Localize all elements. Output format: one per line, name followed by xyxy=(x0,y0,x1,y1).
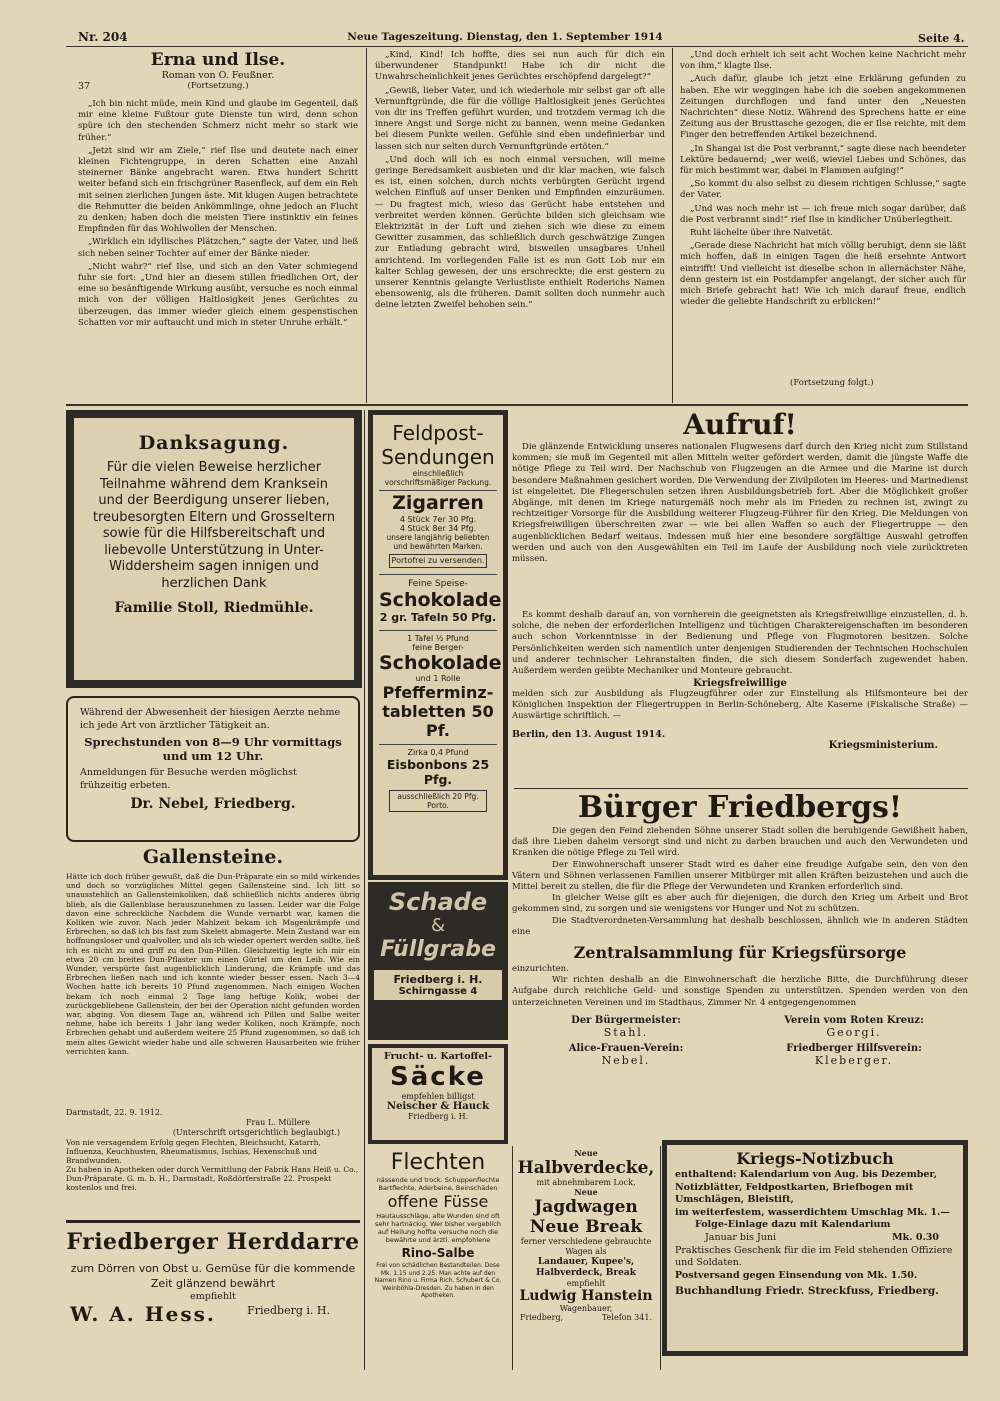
serial-paragraph: „Und doch will ich es noch einmal versuchen, will meine geringe Beredsamkeit ausbieten und dir klar machen, wie falsch es ist, einen solchen, durch nichts verbürgten Gerücht irgend welchen Einfluß auf unser Denken und Empfinden einzuräumen. — Du fragtest mich, wieso das Gerücht habe entstehen und verbreitet werden können. Gerüchte bilden sich gleichsam wie Elektrizität in der Luft und ziehen sich wie diese zu einem Gewitter zusammen, das schließlich durch geschwätzige Zungen zur Entladung gebracht wird, bisweilen unsagbares Unheil anrichtend. Im vorliegenden Falle ist es nun Gott Lob nur ein kalter Schlag gewesen, der uns erschreckte; die erst gestern zu unserer Kenntnis gelangte Verlustliste enthielt Roderichs Namen ebensowenig, als die früheren. Damit sollten doch nunmehr auch deine letzten Zweifel behoben sein.“ xyxy=(375,154,665,311)
feldpost-cigar-note: unsere langjährig beliebten und bewährten Marken. xyxy=(386,533,490,551)
gallensteine-body: Hätte ich doch früher gewußt, daß die Dun-Präparate ein so mild wirkendes und doch so vorzügliches Mittel gegen Gallensteine sind. Ich litt so unausstehlich an Gallensteinkoliken, daß schließlich nichts anderes übrig blieb, als die Gallenblase herauszunehmen zu lassen. Leider war die Folge davon eine schreckliche Nachdem die Wunde vernarbt war, kamen die Koliken wie zuvor. Nach jeder Mahlzeit bekam ich Magenkrämpfe und Erbrechen, so daß ich bis fast zum Skelett abmagerte. Mein Zustand war ein hoffnungsloser und qualvoller, und als ich wieder operiert werden sollte, ließ ich es nicht zu und griff zu den Dun-Pillen. Gleichzeitig legte ich mir ein etwa 20 cm breites Dun-Pflaster um einen Gürtel um den Leib. Wie ein Wunder, verspürte fast augenblicklich Linderung, die Krämpfe und das Erbrechen ließen nach und ich konnte wieder besser essen. Nach 3—4 Wochen hatte ich bereits 10 Pfund zugenommen. Nach einigen Wochen bekam ich noch einmal 2 Tage lang heftige Kolik, wobei der zurückgebliebene Gallenstein, der bei der Operation nicht gefunden worden war, abging. Von diesem Tage an, während ich Pillen und Salbe weiter nehme, habe ich bereits 1 Jahr lang weder Koliken, noch Krämpfe, noch Erbrechen gehabt und außerdem weitere 25 Pfund zugenommen, so daß ich mein altes Gewicht wieder habe und alle schweren Hausarbeiten wie früher verrichten kann. xyxy=(66,872,360,1056)
flechten-title: Flechten xyxy=(390,1150,486,1175)
halbverdecke-jagd: Jagdwagen xyxy=(534,1197,638,1217)
saecke-top: Frucht- u. Kartoffel- xyxy=(384,1051,492,1062)
schade-name-2: Füllgrabe xyxy=(380,937,496,962)
feldpost-choc-2: Schokolade xyxy=(379,652,502,674)
schade-ad xyxy=(368,882,508,1040)
serial-number: 37 xyxy=(78,81,91,92)
halbverdecke-name: Ludwig Hanstein xyxy=(519,1288,653,1304)
feldpost-cigar-1: 4 Stück 7er 30 Pfg. xyxy=(399,515,477,524)
halbverdecke-break: Neue Break xyxy=(529,1217,643,1237)
serial-paragraph: „So kommt du also selbst zu diesem richtigen Schlusse,“ sagte der Vater. xyxy=(680,179,966,201)
notizbuch-jan: Januar bis Juni xyxy=(705,1231,777,1243)
buerger-sig1-role: Der Bürgermeister: xyxy=(571,1014,681,1026)
rebel-ad xyxy=(66,696,360,842)
section-rule xyxy=(514,788,968,789)
gallensteine-extra: Von nie versagendem Erfolg gegen Flechten, Bleichsucht, Katarrh, Influenza, Keuchhusten, Rheumatismus, Ischias, Hexenschuß und Brandwunden. xyxy=(66,1138,321,1165)
feldpost-porto: Portofrei zu versenden. xyxy=(389,554,487,568)
feldpost-pepper-2: tabletten 50 Pf. xyxy=(382,702,494,740)
serial-to-be-continued: (Fortsetzung folgt.) xyxy=(790,378,874,388)
danksagung-signature: Familie Stoll, Riedmühle. xyxy=(114,600,314,616)
buerger-p1: Die gegen den Feind ziehenden Söhne unserer Stadt sollen die beruhigende Gewißheit haben, daß ihre Lieben daheim versorgt sind und nicht zu darben brauchen und auch den Verwundeten und Kranken die nötige Pflege zu Teil wird. xyxy=(512,826,968,859)
buerger-sig2-name: Georgi. xyxy=(826,1025,882,1039)
schade-street: Schirngasse 4 xyxy=(398,986,478,997)
feldpost-zirka: Zirka 0,4 Pfund xyxy=(379,744,497,757)
gallensteine-date: Darmstadt, 22. 9. 1912. xyxy=(66,1108,163,1117)
aufruf-title: Aufruf! xyxy=(683,408,797,441)
danksagung-ad xyxy=(66,410,362,688)
buerger-ad xyxy=(512,790,968,1135)
buerger-title: Bürger Friedbergs! xyxy=(577,790,903,825)
buerger-sig2-role: Verein vom Roten Kreuz: xyxy=(784,1014,924,1026)
feldpost-cigars: Zigarren xyxy=(379,490,497,515)
masthead: Neue Tageszeitung. Dienstag, den 1. September 1914 xyxy=(347,31,663,43)
notizbuch-title: Kriegs-Notizbuch xyxy=(736,1149,894,1168)
flechten-small: Frei von schädlichen Bestandteilen. Dose Mk. 1.15 und 2.25. Man achte auf den Namen Rino u. Firma Rich. Schubert & Co. Weinböhla-Dresden. Zu haben in den Apotheken. xyxy=(374,1262,502,1299)
rebel-intro: Während der Abwesenheit der hiesigen Aerzte nehme ich jede Art von ärztlicher Tätigkeit an. xyxy=(80,707,341,731)
flechten-salve: Rino-Salbe xyxy=(401,1246,475,1260)
notizbuch-cover: im weiterfestem, wasserdichtem Umschlag Mk. 1.— xyxy=(675,1206,950,1218)
section-rule xyxy=(66,404,968,406)
halbverdecke-types: Landauer, Kupee's, Halbverdeck, Break xyxy=(536,1257,636,1278)
serial-paragraph: „Auch dafür, glaube ich jetzt eine Erklärung gefunden zu haben. Ehe wir weggingen habe ich die soeben angekommenen Zeitungen durchflogen und fand unter den „Neuesten Nachrichten“ diese Notiz. Während des Sprechens hatte er eine Zeitung aus der Brusttasche gezogen, die er Ilse reichte, mit dem Finger den betreffenden Artikel bezeichnend. xyxy=(680,74,966,141)
halbverdecke-phone: Telefon 341. xyxy=(601,1313,652,1322)
col-rule xyxy=(512,1146,513,1370)
aufruf-date: Berlin, den 13. August 1914. xyxy=(512,729,666,740)
herddarre-body: zum Dörren von Obst u. Gemüse für die kommende Zeit glänzend bewährt xyxy=(70,1262,356,1290)
danksagung-body: Für die vielen Beweise herzlicher Teilnahme während dem Kranksein und der Beerdigung unserer lieben, treubesorgten Eltern und Grosseltern sowie für die Hilfsbereitschaft und liebevolle Unterstützung in Unter-Widdersheim sagen innigen und herzlichen Dank xyxy=(92,460,336,591)
serial-paragraph: „Kind, Kind! Ich hoffte, dies sei nun auch für dich ein überwundener Standpunkt! Habe ich dir nicht die Unwahrscheinlichkeit jenes Gerüchtes erschöpfend dargelegt?“ xyxy=(375,50,665,83)
serial-title: Erna und Ilse. xyxy=(150,50,286,70)
notizbuch-gift: Praktisches Geschenk für die im Feld stehenden Offiziere und Soldaten. xyxy=(675,1244,953,1268)
gallensteine-dealers: Zu haben in Apotheken oder durch Vermittlung der Fabrik Hans Heiß u. Co., Dun-Präparate. G. m. b. H., Darmstadt, Roßdörferstraße 22. Prospekt kostenlos und frei. xyxy=(66,1165,359,1192)
saecke-note: empfehlen billigst xyxy=(401,1092,475,1101)
page-number: Seite 4. xyxy=(918,32,965,45)
halbverdecke-with: mit abnehmbarem Lock, xyxy=(536,1178,636,1187)
danksagung-title: Danksagung. xyxy=(138,432,290,454)
serial-paragraph: „In Shangai ist die Post verbrannt,“ sagte diese nach beendeter Lektüre bedauernd; „wer weiß, wieviel Liebes und Schönes, das für mich bestimmt war, dabei in Flammen aufging!“ xyxy=(680,143,966,177)
schade-amp: & xyxy=(430,915,446,936)
serial-col-1 xyxy=(78,48,358,403)
col-rule xyxy=(672,48,673,403)
buerger-p5: einzurichten. xyxy=(512,964,569,975)
feldpost-pepper-1: Pfefferminz- xyxy=(382,683,494,702)
col-rule xyxy=(366,48,367,403)
herddarre-title: Friedberger Herddarre xyxy=(66,1229,360,1255)
issue-number: Nr. 204 xyxy=(78,30,128,44)
aufruf-p1: Die glänzende Entwicklung unseres nationalen Flugwesens darf durch den Krieg nicht zum Stillstand kommen; sie muß im Gegenteil mit allen Mitteln weiter gefördert werden, damit die jüngste Waffe die nötige Pflege zu Teil wird. Der Nachschub von Flugzeugen an die Armee und die Marine ist durch besondere Maßnahmen gesichert worden. Die Verwendung der Zivilpiloten im Heeres- und Marinedienst ist eingeleitet. Die Fliegerschulen setzen ihren Ausbildungsbetrieb fort. Aber die Möglichkeit großer Abgänge, mit denen im Kriege naturgemäß noch mehr als im Frieden zu rechnen ist, zwingt zu rechtzeitiger Vorsorge für die Ausbildung weiterer Flugzeug-Führer für den Krieg. Die Meldungen von Kriegsfreiwilligen überschreiten zwar — wie bei allen Waffen so auch der Fliegertruppe — den augenblicklichen Bedarf weitaus. Indessen muß hier eine besondere sorgfältige Auswahl getroffen werden und auch von den Ausgewählten ein Teil im Laufe der Ausbildung noch viele zurücktreten müssen. xyxy=(512,442,968,565)
serial-col-2 xyxy=(375,50,665,400)
rebel-name: Dr. Nebel, Friedberg. xyxy=(130,796,296,812)
herddarre-firm: W. A. Hess. xyxy=(70,1302,216,1326)
feldpost-choc: Schokolade xyxy=(379,589,502,611)
gallensteine-title: Gallensteine. xyxy=(142,846,284,868)
buerger-sig3-name: Nebel. xyxy=(601,1053,651,1067)
buerger-sig4-role: Friedberger Hilfsverein: xyxy=(786,1042,922,1054)
halbverdecke-neue-1: Neue xyxy=(574,1148,598,1158)
saecke-ad xyxy=(368,1044,508,1144)
serial-paragraph: „Und doch erhielt ich seit acht Wochen keine Nachricht mehr von ihm,“ klagte Ilse. xyxy=(680,50,966,72)
feldpost-excl: ausschließlich 20 Pfg. Porto. xyxy=(389,790,487,812)
serial-col1-text xyxy=(78,99,358,389)
serial-paragraph: „Gewiß, lieber Vater, und ich wiederhole mir selbst gar oft alle Vernunftgründe, die für die völlige Haltlosigkeit jenes Gerüchtes von dir ins Treffen geführt wurden, und trotzdem vermag ich die innere Angst und Sorge nicht zu bannen, wenn meine Gedanken bei diesem Punkte weilen. Gefühle sind eben undefinierbar und lassen sich nur selten durch Vernunftgründe ertöten.“ xyxy=(375,85,665,152)
header-rule xyxy=(66,46,968,47)
halbverdecke-title: Halbverdecke, xyxy=(517,1158,655,1178)
saecke-firm: Neischer & Hauck xyxy=(386,1101,490,1112)
halbverdecke-ferner: ferner verschiedene gebrauchte Wagen als xyxy=(520,1237,652,1256)
buerger-p3: In gleicher Weise gilt es aber auch für diejenigen, die durch den Krieg um Arbeit und Brot gekommen sind, zu sorgen und sie wenigstens vor Hunger und Not zu schützen. xyxy=(512,893,968,915)
notizbuch-body: enthaltend: Kalendarium von Aug. bis Dezember, Notizblätter, Feldpostkarten, Briefbogen mit Umschlägen, Bleistift, xyxy=(675,1169,938,1205)
feldpost-berger: feine Berger- xyxy=(412,643,464,652)
flechten-feet: offene Füsse xyxy=(387,1192,489,1211)
notizbuch-post: Postversand gegen Einsendung von Mk. 1.50. xyxy=(675,1269,918,1281)
buerger-p4: Die Stadtverordneten-Versammlung hat deshalb beschlossen, ähnlich wie in anderen Städten eine xyxy=(512,915,968,937)
feldpost-fine: Feine Speise- xyxy=(379,574,497,589)
flechten-sub: nässende und trock. Schuppenflechte Bartflechte, Aderbeine, Beinschäden xyxy=(376,1176,500,1192)
serial-paragraph: „Nicht wahr?“ rief Ilse, und sich an den Vater schmiegend fuhr sie fort: „Und hier an diesem stillen friedlichen Ort, der eine so besänftigende Wirkung ausübt, versuche es noch einmal mich von der völligen Haltlosigkeit jenes Gerüchtes zu überzeugen, das immer wieder gleich einem gespenstischen Schatten vor mir auftaucht und mich in steter Unruhe erhält.“ xyxy=(78,261,358,328)
gallensteine-signer: Frau L. Müllere xyxy=(246,1118,310,1127)
feldpost-title-2: Sendungen xyxy=(381,445,495,469)
notizbuch-shop: Buchhandlung Friedr. Streckfuss, Friedberg. xyxy=(675,1285,939,1297)
serial-paragraph: „Und was noch mehr ist — ich freue mich sogar darüber, daß die Post verbrannt sind!“ rief Ilse in kindlicher Unüberlegtheit. xyxy=(680,203,966,225)
feldpost-title-1: Feldpost- xyxy=(392,421,484,445)
col-rule xyxy=(660,1146,661,1370)
herddarre-ad xyxy=(66,1220,360,1368)
feldpost-pound: 1 Tafel ½ Pfund xyxy=(379,630,497,643)
feldpost-ad xyxy=(368,410,508,880)
feldpost-choc-line: 2 gr. Tafeln 50 Pfg. xyxy=(379,611,497,624)
buerger-p2: Der Einwohnerschaft unserer Stadt wird es daher eine freudige Aufgabe sein, den von den Vätern und Söhnen verlassenen Familien unserer Mitbürger mit allen Kräften beizustehen und auch die Mittel bereit zu stellen, die für die Pflege der Verwundeten und Kranken erforderlich sind. xyxy=(512,859,968,893)
gallensteine-ad xyxy=(66,846,360,1218)
halbverdecke-ad xyxy=(514,1146,658,1370)
notizbuch-ad xyxy=(662,1140,968,1356)
buerger-sig1-name: Stahl. xyxy=(603,1025,649,1039)
saecke-city: Friedberg i. H. xyxy=(407,1112,469,1121)
serial-paragraph: „Jetzt sind wir am Ziele,“ rief Ilse und deutete nach einer kleinen Fichtengruppe, in deren Schatten eine Anzahl steinerner Bänke angebracht waren. Etwa hundert Schritt weiter befand sich ein frischgrüner Rasenfleck, auf dem ein Reh mit seinen zierlichen Jungen äste. Mit klugen Augen betrachtete die Rehmutter die beiden Ankömmlinge, ohne jedoch an Flucht zu denken; haben doch die meisten Tiere instinktiv ein feines Empfinden für das Wohlwollen der Menschen. xyxy=(78,145,358,235)
serial-paragraph: „Ich bin nicht müde, mein Kind und glaube im Gegenteil, daß mir eine kleine Fußtour gute Dienste tun wird, denn schon spüre ich den stechenden Schmerz nicht mehr so stark wie früher.“ xyxy=(78,99,358,143)
saecke-title: Säcke xyxy=(390,1062,486,1092)
aufruf-p2: Es kommt deshalb darauf an, von vornherein die geeignetsten als Kriegsfreiwillige einzustellen, d. h. solche, die neben der erforderlichen Intelligenz und tüchtigen Charaktereigenschaften im besonderen auch schon Vorkenntnisse in der Bedienung und Pflege von Flugmotoren besitzen. Solche Persönlichkeiten werden sich namentlich unter denjenigen Studierenden der Technischen Hochschulen und anderer technischer Lehranstalten finden, die sich diesem Sonderfach zugewendet haben. Außerdem werden geübte Mechaniker und Monteure gebraucht. xyxy=(512,610,968,677)
buerger-sig4-name: Kleberger. xyxy=(814,1053,894,1067)
buerger-sig3-role: Alice-Frauen-Verein: xyxy=(568,1042,684,1054)
notizbuch-follow: Folge-Einlage dazu mit Kalendarium xyxy=(695,1219,891,1230)
serial-col-3 xyxy=(680,50,966,390)
halbverdecke-empfiehlt: empfiehlt xyxy=(566,1279,606,1288)
feldpost-sub: einschließlich vorschriftsmäßiger Packung. xyxy=(384,469,492,487)
herddarre-empfiehlt: empfiehlt xyxy=(190,1291,236,1302)
aufruf-sign: Kriegsministerium. xyxy=(828,740,938,751)
serial-subtitle: Roman von O. Feußner. xyxy=(161,70,275,81)
rebel-hours-2: und um 12 Uhr. xyxy=(162,749,264,763)
halbverdecke-neue-2: Neue xyxy=(574,1187,598,1197)
serial-paragraph: „Wirklich ein idyllisches Plätzchen,“ sagte der Vater, und ließ sich neben seiner Tochter auf einer der Bänke nieder. xyxy=(78,237,358,259)
rebel-hours-1: Sprechstunden von 8—9 Uhr vormittags xyxy=(84,735,342,749)
gallensteine-signer-note: (Unterschrift ortsgerichtlich beglaubigt.) xyxy=(172,1128,340,1137)
herddarre-place: Friedberg i. H. xyxy=(247,1304,330,1317)
feldpost-bonbons: Eisbonbons 25 Pfg. xyxy=(386,757,490,787)
schade-name-1: Schade xyxy=(388,888,488,916)
flechten-body: Hautausschläge, alte Wunden sind oft sehr hartnäckig. Wer bisher vergeblich auf Heilung hoffte versuche noch die bewährte und ärztl. empfohlene xyxy=(375,1212,501,1244)
serial-continued: (Fortsetzung.) xyxy=(187,81,249,91)
col-rule xyxy=(364,410,365,1370)
notizbuch-price-2: Mk. 0.30 xyxy=(892,1231,939,1243)
schade-city: Friedberg i. H. xyxy=(393,973,483,986)
halbverdecke-role: Wagenbauer, xyxy=(559,1304,613,1313)
feldpost-cigar-2: 4 Stück 8er 34 Pfg. xyxy=(399,524,477,533)
flechten-ad xyxy=(368,1146,508,1370)
feldpost-roll: und 1 Rolle xyxy=(415,674,461,683)
buerger-p6: Wir richten deshalb an die Einwohnerschaft die herzliche Bitte, die Durchführung dieser Aufgabe durch reichliche Geld- und sonstige Spenden zu unterstützen. Spenden werden von den unterzeichneten Vereinen und im Stadthaus, Zimmer Nr. 4 entgegengenommen xyxy=(512,975,968,1008)
aufruf-p3: melden sich zur Ausbildung als Flugzeugführer oder zur Einstellung als Hilfsmonteure bei der Königlichen Inspektion der Fliegertruppen in Berlin-Schöneberg, Alte Kaserne (Fiskalische Straße) — Auswärtige schriftlich. — xyxy=(512,689,968,722)
aufruf-kf: Kriegsfreiwillige xyxy=(693,678,787,689)
buerger-zentral: Zentralsammlung für Kriegsfürsorge xyxy=(573,943,907,963)
serial-number-line xyxy=(78,81,358,93)
aufruf-ad xyxy=(512,408,968,786)
serial-paragraph: „Gerade diese Nachricht hat mich völlig beruhigt, denn sie läßt mich hoffen, daß in einigen Tagen die heiß ersehnte Antwort eintrifft! Und vielleicht ist dieselbe schon in allernächster Nähe, denn gestern ist ein Postdampfer angelangt, der sicher auch für mich Briefe gebracht hat! Wie ich mich darauf freue, endlich wieder die geliebte Handschrift zu erblicken!“ xyxy=(680,241,966,308)
rebel-note: Anmeldungen für Besuche werden möglichst frühzeitig erbeten. xyxy=(80,767,297,791)
halbverdecke-place: Friedberg, xyxy=(520,1313,564,1322)
serial-paragraph: Ruht lächelte über ihre Naivetät. xyxy=(690,228,833,239)
